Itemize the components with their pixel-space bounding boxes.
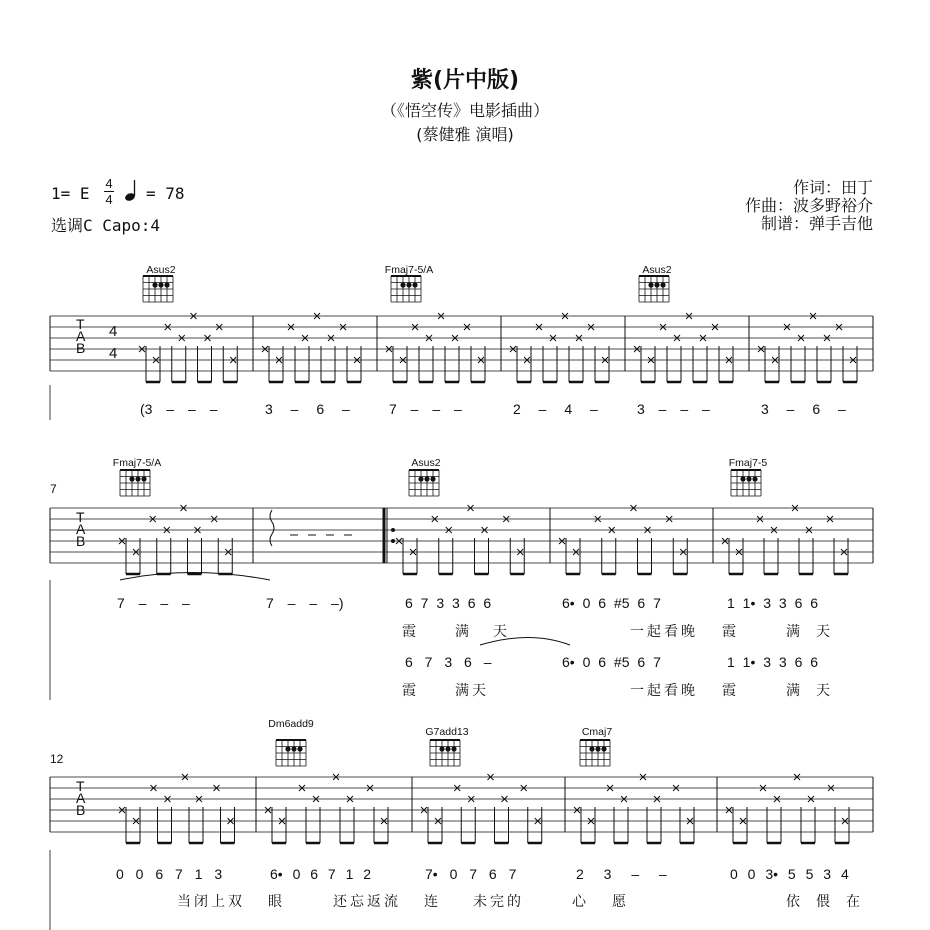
capo-info: 选调C Capo:4 [51, 216, 161, 235]
lyric: 霞 [402, 683, 416, 699]
jianpu-measure: 3 – 6 – [265, 401, 350, 417]
chord-diagram-dot [129, 476, 134, 481]
tab-clef: T A B [76, 778, 86, 818]
chord-diagram-dot [406, 282, 411, 287]
chord-label: Dm6add9 [268, 718, 314, 730]
chord-diagram-dot [595, 746, 600, 751]
jianpu-measure: 3 – – – [637, 401, 710, 417]
chord-diagram-dot [424, 476, 429, 481]
lyric: 霞 [722, 683, 736, 699]
tie-arc [480, 638, 570, 646]
lyric: 满天 [455, 683, 489, 699]
repeat-dot [391, 539, 395, 543]
chord-diagram-dot [648, 282, 653, 287]
lyric: 一起看晚 [630, 683, 698, 699]
chord-diagram-dot [400, 282, 405, 287]
time-signature: 4 4 [105, 176, 113, 207]
chord-diagram-dot [135, 476, 140, 481]
chord-diagram-dot [746, 476, 751, 481]
jianpu-measure: 6• 0 6 7 1 2 [270, 866, 372, 882]
jianpu-measure: 1 1• 3 3 6 6 [727, 654, 819, 670]
chord-diagram-dot [445, 746, 450, 751]
lyric: 心 [572, 894, 586, 910]
chord-diagram-dot [430, 476, 435, 481]
chord-diagram-dot [601, 746, 606, 751]
lyric: 当闭上双 [177, 894, 245, 910]
lyric: 一起看晚 [630, 624, 698, 640]
chord-label: Asus2 [146, 264, 176, 276]
measure-number: 7 [50, 482, 57, 496]
key-signature: 1= E [51, 184, 90, 203]
chord-diagram-dot [589, 746, 594, 751]
chord-diagram-dot [439, 746, 444, 751]
jianpu-measure: 7 – – –) [266, 595, 344, 611]
chord-diagram-dot [158, 282, 163, 287]
tab-time-signature: 4 4 [109, 323, 118, 362]
jianpu-measure: 0 0 6 7 1 3 [116, 866, 223, 882]
chord-diagram-dot [418, 476, 423, 481]
chord-label: Asus2 [411, 457, 441, 469]
lyric: 霞 [722, 624, 736, 640]
lyric: 天 [816, 624, 830, 640]
lyric: 偎 [816, 894, 830, 910]
lyric: 连 [424, 894, 438, 910]
chord-diagram-dot [412, 282, 417, 287]
jianpu-measure: 6 7 3 6 – [405, 654, 492, 670]
lyric: 满 [786, 683, 800, 699]
chord-diagram-dot [451, 746, 456, 751]
lyric: 霞 [402, 624, 416, 640]
jianpu-measure: 6• 0 6 #5 6 7 [562, 595, 661, 611]
chord-diagram-dot [660, 282, 665, 287]
lyric: 还忘返流 [333, 894, 401, 910]
chord-diagram-dot [285, 746, 290, 751]
chord-diagram-dot [654, 282, 659, 287]
lyric: 满 [786, 624, 800, 640]
chord-diagram-dot [297, 746, 302, 751]
lyric: 天 [493, 624, 507, 640]
arranger-credit: 制谱：弹手吉他 [760, 214, 873, 233]
chord-label: Asus2 [642, 264, 672, 276]
jianpu-measure: (3 – – – [140, 401, 218, 417]
lyric: 在 [846, 894, 860, 910]
lyric: 未完的 [473, 894, 524, 910]
jianpu-measure: 3 – 6 – [761, 401, 846, 417]
jianpu-measure: 7• 0 7 6 7 [425, 866, 517, 882]
chord-diagram-dot [164, 282, 169, 287]
chord-diagram-dot [141, 476, 146, 481]
jianpu-measure: 7 – – – [389, 401, 462, 417]
tab-clef: T A B [76, 509, 86, 549]
jianpu-measure: 0 0 3• 5 5 3 4 [730, 866, 849, 882]
lyric: 天 [816, 683, 830, 699]
song-performer: (蔡健雅 演唱) [416, 125, 514, 144]
measure-number: 12 [50, 752, 64, 766]
jianpu-measure: 7 – – – [117, 595, 190, 611]
jianpu-measure: 2 – 4 – [513, 401, 598, 417]
jianpu-measure: 6 7 3 3 6 6 [405, 595, 492, 611]
chord-diagram-dot [291, 746, 296, 751]
jianpu-measure: 2 3 – – [576, 866, 667, 882]
chord-label: G7add13 [425, 726, 469, 738]
lyric: 满 [455, 624, 469, 640]
composer-credit: 作曲：波多野裕介 [744, 196, 873, 215]
chord-diagram-dot [752, 476, 757, 481]
chord-diagram-dot [740, 476, 745, 481]
repeat-dot [391, 528, 395, 532]
tab-clef: T A B [76, 316, 86, 356]
song-title: 紫(片中版) [410, 68, 520, 93]
chord-diagram-dot [152, 282, 157, 287]
lyric: 愿 [612, 894, 626, 910]
song-subtitle: （《悟空传》电影插曲） [380, 101, 549, 120]
lyric: 眼 [268, 894, 282, 910]
lyricist-credit: 作词：田丁 [792, 178, 873, 197]
chord-label: Fmaj7-5 [728, 457, 768, 469]
chord-label: Cmaj7 [581, 726, 613, 738]
chord-label: Fmaj7-5/A [112, 457, 162, 469]
chord-label: Fmaj7-5/A [384, 264, 434, 276]
tempo: = 78 [146, 184, 185, 203]
jianpu-measure: 6• 0 6 #5 6 7 [562, 654, 661, 670]
jianpu-measure: 1 1• 3 3 6 6 [727, 595, 819, 611]
lyric: 依 [786, 894, 800, 910]
